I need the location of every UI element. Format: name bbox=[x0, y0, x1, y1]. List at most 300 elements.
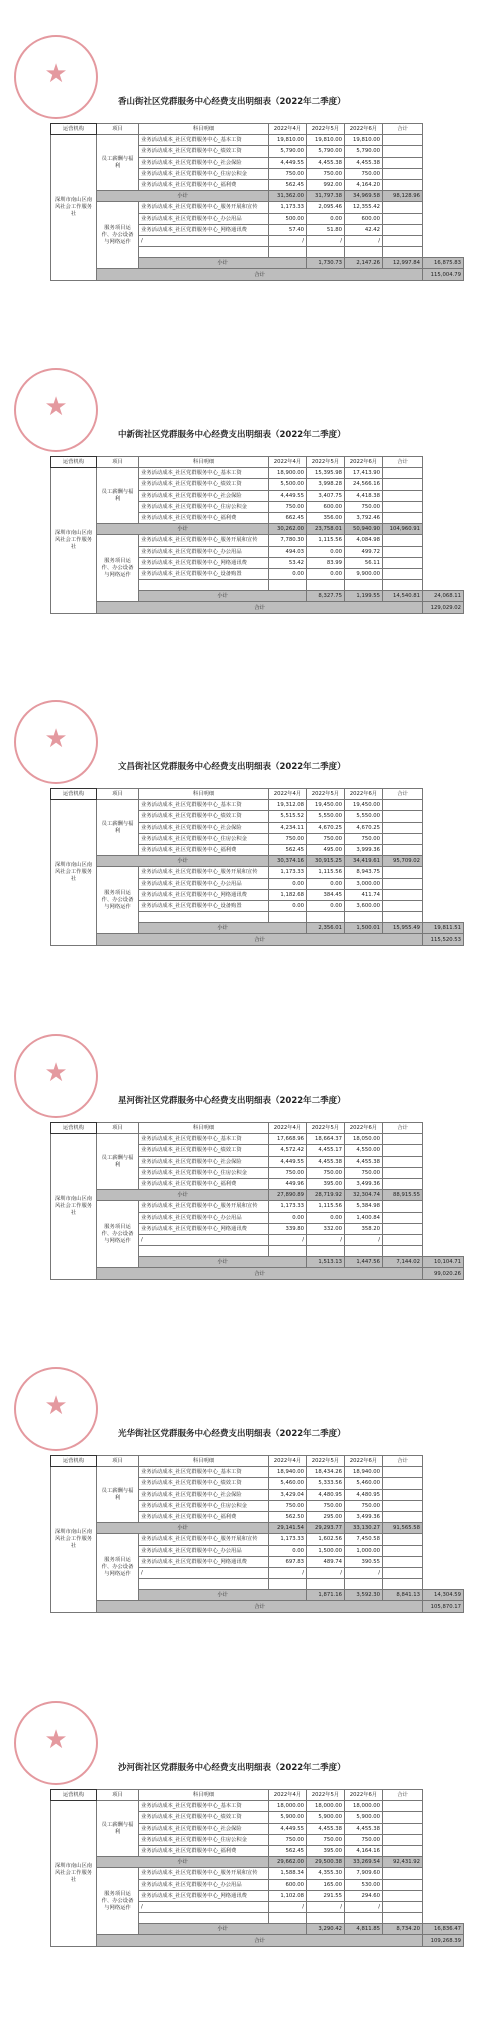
amount-june-cell: / bbox=[345, 235, 383, 246]
table-header-row bbox=[51, 1456, 464, 1467]
table-header-row bbox=[51, 1790, 464, 1801]
subtotal-may-cell: 1,199.55 bbox=[345, 591, 383, 602]
amount-june-cell: 18,050.00 bbox=[345, 1134, 383, 1145]
account-detail-cell: 业务活动成本_社区党群服务中心_社会保险 bbox=[139, 157, 269, 168]
account-detail-cell: 业务活动成本_社区党群服务中心_办公用品 bbox=[139, 1545, 269, 1556]
column-header-detail: 科目明细 bbox=[139, 1790, 269, 1801]
subtotal-june-cell: 7,144.02 bbox=[383, 1257, 423, 1268]
amount-june-cell: 19,810.00 bbox=[345, 135, 383, 146]
seal-star-icon: ★ bbox=[44, 1725, 68, 1755]
column-header-project: 项目 bbox=[97, 789, 139, 800]
expense-sheet-page bbox=[0, 35, 497, 365]
expense-table bbox=[50, 1455, 464, 1613]
amount-april-cell: 697.83 bbox=[269, 1556, 307, 1567]
grand-total-label: 合计 bbox=[97, 1601, 423, 1612]
column-header-m4: 2022年4月 bbox=[269, 457, 307, 468]
grand-total-value: 99,020.26 bbox=[423, 1268, 464, 1279]
subtotal-label: 小计 bbox=[139, 1590, 307, 1601]
amount-april-cell: 750.00 bbox=[269, 501, 307, 512]
subtotal-row bbox=[51, 1523, 464, 1534]
grand-total-value: 105,870.17 bbox=[423, 1601, 464, 1612]
amount-may-cell: 1,115.56 bbox=[307, 535, 345, 546]
account-detail-cell: 业务活动成本_社区党群服务中心_社会保险 bbox=[139, 1489, 269, 1500]
row-total-cell bbox=[383, 157, 423, 168]
row-total-cell bbox=[383, 1545, 423, 1556]
amount-april-cell: 562.45 bbox=[269, 179, 307, 190]
amount-may-cell: 4,670.25 bbox=[307, 822, 345, 833]
row-total-cell bbox=[383, 202, 423, 213]
amount-april-cell: 17,668.96 bbox=[269, 1134, 307, 1145]
amount-june-cell: 750.00 bbox=[345, 501, 383, 512]
amount-may-cell: 4,355.30 bbox=[307, 1868, 345, 1879]
account-detail-cell: 业务活动成本_社区党群服务中心_福利费 bbox=[139, 1511, 269, 1522]
column-header-m4: 2022年4月 bbox=[269, 1456, 307, 1467]
amount-june-cell: 5,900.00 bbox=[345, 1812, 383, 1823]
amount-april-cell: 562.50 bbox=[269, 1511, 307, 1522]
amount-april-cell: 18,900.00 bbox=[269, 468, 307, 479]
subtotal-label: 小计 bbox=[139, 923, 307, 934]
amount-april-cell: 5,460.00 bbox=[269, 1478, 307, 1489]
row-total-cell bbox=[383, 1478, 423, 1489]
amount-may-cell: 3,407.75 bbox=[307, 490, 345, 501]
column-header-m5: 2022年5月 bbox=[307, 457, 345, 468]
account-detail-cell: / bbox=[139, 1234, 269, 1245]
column-header-unit: 运营机构 bbox=[51, 1123, 97, 1134]
amount-june-cell: 3,499.36 bbox=[345, 1511, 383, 1522]
subtotal-april-cell: 27,890.89 bbox=[269, 1190, 307, 1201]
row-total-cell bbox=[383, 1901, 423, 1912]
table-header-row bbox=[51, 457, 464, 468]
row-total-cell bbox=[383, 1879, 423, 1890]
column-header-m4: 2022年4月 bbox=[269, 124, 307, 135]
subtotal-label: 小计 bbox=[139, 591, 307, 602]
row-total-cell bbox=[383, 1145, 423, 1156]
amount-may-cell: 489.74 bbox=[307, 1556, 345, 1567]
project-group-cell: 员工薪酬与福利 bbox=[97, 468, 139, 524]
amount-may-cell: 384.45 bbox=[307, 889, 345, 900]
subtotal-may-cell: 23,758.01 bbox=[307, 524, 345, 535]
organization-seal-stamp bbox=[14, 1701, 98, 1785]
grand-total-label: 合计 bbox=[97, 269, 423, 280]
subtotal-may-cell: 29,293.77 bbox=[307, 1523, 345, 1534]
subtotal-may-cell: 1,447.56 bbox=[345, 1257, 383, 1268]
row-total-cell bbox=[383, 889, 423, 900]
amount-june-cell: 4,455.38 bbox=[345, 157, 383, 168]
subtotal-may-cell: 31,797.38 bbox=[307, 191, 345, 202]
project-group-cell: 员工薪酬与福利 bbox=[97, 135, 139, 191]
subtotal-april-cell: 3,290.42 bbox=[307, 1924, 345, 1935]
amount-may-cell: 2,095.46 bbox=[307, 202, 345, 213]
table-header-row bbox=[51, 124, 464, 135]
column-header-m6: 2022年6月 bbox=[345, 124, 383, 135]
amount-may-cell: 495.00 bbox=[307, 844, 345, 855]
amount-june-cell: 4,164.16 bbox=[345, 1845, 383, 1856]
blank-cell bbox=[139, 912, 269, 923]
amount-april-cell: 4,572.42 bbox=[269, 1145, 307, 1156]
amount-april-cell: 600.00 bbox=[269, 1879, 307, 1890]
column-header-project: 项目 bbox=[97, 1456, 139, 1467]
row-total-cell bbox=[383, 1223, 423, 1234]
account-detail-cell: 业务活动成本_社区党群服务中心_网络通讯费 bbox=[139, 1556, 269, 1567]
table-header-row bbox=[51, 789, 464, 800]
amount-april-cell: 5,900.00 bbox=[269, 1812, 307, 1823]
amount-april-cell: 5,500.00 bbox=[269, 479, 307, 490]
subtotal-june-cell: 32,304.74 bbox=[345, 1190, 383, 1201]
amount-april-cell: 0.00 bbox=[269, 878, 307, 889]
amount-may-cell: 3,998.28 bbox=[307, 479, 345, 490]
blank-cell bbox=[383, 912, 423, 923]
account-detail-cell: 业务活动成本_社区党群服务中心_基本工资 bbox=[139, 1467, 269, 1478]
subtotal-total-cell: 10,104.71 bbox=[423, 1257, 464, 1268]
amount-june-cell: 3,999.36 bbox=[345, 844, 383, 855]
row-total-cell bbox=[383, 179, 423, 190]
expense-sheet-page bbox=[0, 700, 497, 1030]
amount-may-cell: 0.00 bbox=[307, 213, 345, 224]
row-total-cell bbox=[383, 1500, 423, 1511]
row-total-cell bbox=[383, 867, 423, 878]
subtotal-may-cell: 4,811.85 bbox=[345, 1924, 383, 1935]
amount-april-cell: 4,449.55 bbox=[269, 157, 307, 168]
blank-cell bbox=[383, 580, 423, 591]
account-detail-cell: 业务活动成本_社区党群服务中心_服务开展和宣传 bbox=[139, 1534, 269, 1545]
column-header-detail: 科目明细 bbox=[139, 457, 269, 468]
blank-cell bbox=[307, 1579, 345, 1590]
subtotal-label: 小计 bbox=[97, 1523, 269, 1534]
subtotal-total-cell: 104,960.91 bbox=[383, 524, 423, 535]
amount-june-cell: 4,455.38 bbox=[345, 1156, 383, 1167]
amount-may-cell: 356.00 bbox=[307, 512, 345, 523]
grand-total-value: 115,520.53 bbox=[423, 934, 464, 945]
amount-june-cell: 1,000.00 bbox=[345, 1545, 383, 1556]
subtotal-june-cell: 8,841.13 bbox=[383, 1590, 423, 1601]
amount-april-cell: 4,234.11 bbox=[269, 822, 307, 833]
row-total-cell bbox=[383, 568, 423, 579]
amount-april-cell: 449.96 bbox=[269, 1178, 307, 1189]
account-detail-cell: 业务活动成本_社区党群服务中心_绩效工资 bbox=[139, 146, 269, 157]
blank-cell bbox=[269, 247, 307, 258]
blank-cell bbox=[345, 1579, 383, 1590]
amount-may-cell: 5,900.00 bbox=[307, 1812, 345, 1823]
project-group-cell: 服务项目运作、办公设备与网络运作 bbox=[97, 1534, 139, 1601]
amount-june-cell: 5,550.00 bbox=[345, 811, 383, 822]
blank-cell bbox=[307, 580, 345, 591]
amount-june-cell: 390.55 bbox=[345, 1556, 383, 1567]
subtotal-june-cell: 34,969.58 bbox=[345, 191, 383, 202]
blank-cell bbox=[139, 1913, 269, 1924]
row-total-cell bbox=[383, 844, 423, 855]
seal-star-icon: ★ bbox=[44, 724, 68, 754]
subtotal-label: 小计 bbox=[97, 191, 269, 202]
account-detail-cell: 业务活动成本_社区党群服务中心_绩效工资 bbox=[139, 1812, 269, 1823]
sheet-title: 中新街社区党群服务中心经费支出明细表（2022年二季度） bbox=[118, 430, 346, 440]
subtotal-june-cell: 33,269.54 bbox=[345, 1857, 383, 1868]
amount-april-cell: 18,000.00 bbox=[269, 1801, 307, 1812]
amount-april-cell: 494.03 bbox=[269, 546, 307, 557]
amount-june-cell: 1,400.84 bbox=[345, 1212, 383, 1223]
amount-may-cell: 83.99 bbox=[307, 557, 345, 568]
row-total-cell bbox=[383, 546, 423, 557]
blank-cell bbox=[307, 912, 345, 923]
column-header-unit: 运营机构 bbox=[51, 1790, 97, 1801]
subtotal-april-cell: 30,374.16 bbox=[269, 856, 307, 867]
account-detail-cell: / bbox=[139, 235, 269, 246]
row-total-cell bbox=[383, 1534, 423, 1545]
blank-cell bbox=[269, 1579, 307, 1590]
row-total-cell bbox=[383, 878, 423, 889]
amount-june-cell: 358.20 bbox=[345, 1223, 383, 1234]
row-total-cell bbox=[383, 1556, 423, 1567]
account-detail-cell: 业务活动成本_社区党群服务中心_办公用品 bbox=[139, 546, 269, 557]
subtotal-total-cell: 14,304.59 bbox=[423, 1590, 464, 1601]
row-total-cell bbox=[383, 479, 423, 490]
account-detail-cell: 业务活动成本_社区党群服务中心_服务开展和宣传 bbox=[139, 1201, 269, 1212]
subtotal-april-cell: 2,356.01 bbox=[307, 923, 345, 934]
amount-june-cell: 750.00 bbox=[345, 168, 383, 179]
subtotal-row bbox=[51, 524, 464, 535]
amount-may-cell: 750.00 bbox=[307, 1167, 345, 1178]
account-detail-cell: 业务活动成本_社区党群服务中心_设备购置 bbox=[139, 900, 269, 911]
amount-april-cell: 1,173.33 bbox=[269, 1201, 307, 1212]
table-row bbox=[51, 867, 464, 878]
amount-may-cell: 0.00 bbox=[307, 878, 345, 889]
subtotal-may-cell: 2,147.26 bbox=[345, 258, 383, 269]
account-detail-cell: 业务活动成本_社区党群服务中心_办公用品 bbox=[139, 1212, 269, 1223]
column-header-detail: 科目明细 bbox=[139, 1123, 269, 1134]
column-header-m4: 2022年4月 bbox=[269, 1123, 307, 1134]
amount-april-cell: / bbox=[269, 1234, 307, 1245]
account-detail-cell: 业务活动成本_社区党群服务中心_网络通讯费 bbox=[139, 224, 269, 235]
account-detail-cell: 业务活动成本_社区党群服务中心_基本工资 bbox=[139, 800, 269, 811]
column-header-project: 项目 bbox=[97, 124, 139, 135]
account-detail-cell: 业务活动成本_社区党群服务中心_福利费 bbox=[139, 844, 269, 855]
amount-may-cell: 15,395.98 bbox=[307, 468, 345, 479]
amount-june-cell: 4,480.95 bbox=[345, 1489, 383, 1500]
amount-may-cell: 291.55 bbox=[307, 1890, 345, 1901]
amount-june-cell: 5,790.00 bbox=[345, 146, 383, 157]
amount-april-cell: 57.40 bbox=[269, 224, 307, 235]
operating-unit-cell: 深圳市南山区南风社会工作服务社 bbox=[51, 135, 97, 280]
subtotal-label: 小计 bbox=[97, 1857, 269, 1868]
column-header-m6: 2022年6月 bbox=[345, 457, 383, 468]
row-total-cell bbox=[383, 512, 423, 523]
account-detail-cell: 业务活动成本_社区党群服务中心_服务开展和宣传 bbox=[139, 1868, 269, 1879]
amount-june-cell: / bbox=[345, 1901, 383, 1912]
amount-april-cell: 1,102.08 bbox=[269, 1890, 307, 1901]
subtotal-june-cell: 14,540.81 bbox=[383, 591, 423, 602]
subtotal-may-cell: 30,915.25 bbox=[307, 856, 345, 867]
amount-june-cell: 4,550.00 bbox=[345, 1145, 383, 1156]
blank-cell bbox=[383, 1246, 423, 1257]
grand-total-value: 109,268.39 bbox=[423, 1935, 464, 1946]
amount-june-cell: / bbox=[345, 1234, 383, 1245]
account-detail-cell: 业务活动成本_社区党群服务中心_绩效工资 bbox=[139, 479, 269, 490]
column-header-unit: 运营机构 bbox=[51, 457, 97, 468]
amount-april-cell: 750.00 bbox=[269, 1834, 307, 1845]
column-header-total: 合计 bbox=[383, 1456, 423, 1467]
amount-june-cell: 294.60 bbox=[345, 1890, 383, 1901]
amount-may-cell: 4,455.38 bbox=[307, 1823, 345, 1834]
blank-cell bbox=[269, 912, 307, 923]
account-detail-cell: 业务活动成本_社区党群服务中心_住房公积金 bbox=[139, 833, 269, 844]
sheet-title: 星河街社区党群服务中心经费支出明细表（2022年二季度） bbox=[118, 1096, 346, 1106]
subtotal-may-cell: 3,592.30 bbox=[345, 1590, 383, 1601]
column-header-total: 合计 bbox=[383, 124, 423, 135]
blank-cell bbox=[383, 1579, 423, 1590]
amount-june-cell: 530.00 bbox=[345, 1879, 383, 1890]
subtotal-june-cell: 50,940.90 bbox=[345, 524, 383, 535]
organization-seal-stamp bbox=[14, 368, 98, 452]
row-total-cell bbox=[383, 1134, 423, 1145]
amount-may-cell: 4,480.95 bbox=[307, 1489, 345, 1500]
grand-total-row bbox=[51, 602, 464, 613]
amount-june-cell: 3,000.00 bbox=[345, 878, 383, 889]
amount-april-cell: 53.42 bbox=[269, 557, 307, 568]
amount-june-cell: 4,670.25 bbox=[345, 822, 383, 833]
table-header-row bbox=[51, 1123, 464, 1134]
account-detail-cell: 业务活动成本_社区党群服务中心_办公用品 bbox=[139, 878, 269, 889]
seal-star-icon: ★ bbox=[44, 392, 68, 422]
column-header-m6: 2022年6月 bbox=[345, 1123, 383, 1134]
amount-may-cell: 295.00 bbox=[307, 1511, 345, 1522]
row-total-cell bbox=[383, 224, 423, 235]
table-row bbox=[51, 1201, 464, 1212]
amount-may-cell: / bbox=[307, 1567, 345, 1578]
amount-may-cell: 4,455.38 bbox=[307, 1156, 345, 1167]
amount-april-cell: 1,588.34 bbox=[269, 1868, 307, 1879]
subtotal-total-cell: 16,875.83 bbox=[423, 258, 464, 269]
row-total-cell bbox=[383, 1234, 423, 1245]
grand-total-row bbox=[51, 1935, 464, 1946]
amount-april-cell: 5,790.00 bbox=[269, 146, 307, 157]
amount-april-cell: 5,515.52 bbox=[269, 811, 307, 822]
amount-may-cell: 165.00 bbox=[307, 1879, 345, 1890]
row-total-cell bbox=[383, 490, 423, 501]
organization-seal-stamp bbox=[14, 1367, 98, 1451]
amount-june-cell: 19,450.00 bbox=[345, 800, 383, 811]
amount-april-cell: / bbox=[269, 1901, 307, 1912]
amount-june-cell: 17,413.90 bbox=[345, 468, 383, 479]
column-header-m4: 2022年4月 bbox=[269, 1790, 307, 1801]
account-detail-cell: 业务活动成本_社区党群服务中心_社会保险 bbox=[139, 490, 269, 501]
account-detail-cell: 业务活动成本_社区党群服务中心_网络通讯费 bbox=[139, 557, 269, 568]
amount-april-cell: 339.80 bbox=[269, 1223, 307, 1234]
column-header-m6: 2022年6月 bbox=[345, 789, 383, 800]
subtotal-label: 小计 bbox=[97, 524, 269, 535]
table-row bbox=[51, 1134, 464, 1145]
sheet-title: 香山街社区党群服务中心经费支出明细表（2022年二季度） bbox=[118, 97, 346, 107]
account-detail-cell: 业务活动成本_社区党群服务中心_绩效工资 bbox=[139, 811, 269, 822]
expense-sheet-page bbox=[0, 368, 497, 698]
account-detail-cell: 业务活动成本_社区党群服务中心_社会保险 bbox=[139, 1156, 269, 1167]
column-header-total: 合计 bbox=[383, 457, 423, 468]
account-detail-cell: 业务活动成本_社区党群服务中心_住房公积金 bbox=[139, 168, 269, 179]
amount-april-cell: 4,449.55 bbox=[269, 490, 307, 501]
row-total-cell bbox=[383, 501, 423, 512]
account-detail-cell: 业务活动成本_社区党群服务中心_绩效工资 bbox=[139, 1145, 269, 1156]
grand-total-value: 115,004.79 bbox=[423, 269, 464, 280]
amount-june-cell: 18,940.00 bbox=[345, 1467, 383, 1478]
seal-star-icon: ★ bbox=[44, 1391, 68, 1421]
row-total-cell bbox=[383, 1156, 423, 1167]
blank-cell bbox=[345, 1913, 383, 1924]
row-total-cell bbox=[383, 146, 423, 157]
column-header-project: 项目 bbox=[97, 1123, 139, 1134]
expense-sheet-page bbox=[0, 1367, 497, 1697]
amount-june-cell: 5,384.98 bbox=[345, 1201, 383, 1212]
subtotal-label: 小计 bbox=[139, 1924, 307, 1935]
column-header-detail: 科目明细 bbox=[139, 789, 269, 800]
subtotal-june-cell: 15,955.49 bbox=[383, 923, 423, 934]
amount-may-cell: 992.00 bbox=[307, 179, 345, 190]
amount-june-cell: 4,084.98 bbox=[345, 535, 383, 546]
grand-total-row bbox=[51, 934, 464, 945]
amount-april-cell: 562.45 bbox=[269, 844, 307, 855]
subtotal-may-cell: 1,500.01 bbox=[345, 923, 383, 934]
account-detail-cell: 业务活动成本_社区党群服务中心_网络通讯费 bbox=[139, 889, 269, 900]
amount-april-cell: 0.00 bbox=[269, 1212, 307, 1223]
amount-june-cell: / bbox=[345, 1567, 383, 1578]
amount-june-cell: 750.00 bbox=[345, 1834, 383, 1845]
blank-cell bbox=[307, 1246, 345, 1257]
amount-may-cell: 600.00 bbox=[307, 501, 345, 512]
project-group-cell: 服务项目运作、办公设备与网络运作 bbox=[97, 1868, 139, 1935]
blank-cell bbox=[139, 1579, 269, 1590]
amount-april-cell: 662.45 bbox=[269, 512, 307, 523]
column-header-total: 合计 bbox=[383, 1790, 423, 1801]
project-group-cell: 员工薪酬与福利 bbox=[97, 1801, 139, 1857]
amount-april-cell: 19,810.00 bbox=[269, 135, 307, 146]
grand-total-value: 129,029.02 bbox=[423, 602, 464, 613]
account-detail-cell: 业务活动成本_社区党群服务中心_基本工资 bbox=[139, 468, 269, 479]
column-header-m6: 2022年6月 bbox=[345, 1790, 383, 1801]
account-detail-cell: 业务活动成本_社区党群服务中心_网络通讯费 bbox=[139, 1890, 269, 1901]
column-header-unit: 运营机构 bbox=[51, 124, 97, 135]
column-header-detail: 科目明细 bbox=[139, 1456, 269, 1467]
sheet-title: 光华街社区党群服务中心经费支出明细表（2022年二季度） bbox=[118, 1429, 346, 1439]
amount-june-cell: 8,943.75 bbox=[345, 867, 383, 878]
amount-june-cell: 42.42 bbox=[345, 224, 383, 235]
table-row bbox=[51, 1801, 464, 1812]
amount-april-cell: 1,173.33 bbox=[269, 202, 307, 213]
table-row bbox=[51, 468, 464, 479]
amount-june-cell: 411.74 bbox=[345, 889, 383, 900]
blank-cell bbox=[139, 1246, 269, 1257]
row-total-cell bbox=[383, 1212, 423, 1223]
subtotal-june-cell: 12,997.84 bbox=[383, 258, 423, 269]
amount-april-cell: 19,312.08 bbox=[269, 800, 307, 811]
subtotal-label: 小计 bbox=[139, 1257, 307, 1268]
seal-star-icon: ★ bbox=[44, 59, 68, 89]
column-header-m5: 2022年5月 bbox=[307, 1123, 345, 1134]
blank-cell bbox=[383, 1913, 423, 1924]
row-total-cell bbox=[383, 1567, 423, 1578]
account-detail-cell: 业务活动成本_社区党群服务中心_福利费 bbox=[139, 1178, 269, 1189]
table-row bbox=[51, 535, 464, 546]
blank-cell bbox=[383, 247, 423, 258]
column-header-m4: 2022年4月 bbox=[269, 789, 307, 800]
project-group-cell: 员工薪酬与福利 bbox=[97, 800, 139, 856]
blank-cell bbox=[139, 580, 269, 591]
column-header-unit: 运营机构 bbox=[51, 789, 97, 800]
amount-june-cell: 12,355.42 bbox=[345, 202, 383, 213]
account-detail-cell: 业务活动成本_社区党群服务中心_社会保险 bbox=[139, 822, 269, 833]
amount-june-cell: 5,460.00 bbox=[345, 1478, 383, 1489]
row-total-cell bbox=[383, 1489, 423, 1500]
amount-may-cell: 0.00 bbox=[307, 546, 345, 557]
account-detail-cell: 业务活动成本_社区党群服务中心_网络通讯费 bbox=[139, 1223, 269, 1234]
subtotal-total-cell: 92,431.92 bbox=[383, 1857, 423, 1868]
column-header-m5: 2022年5月 bbox=[307, 1456, 345, 1467]
